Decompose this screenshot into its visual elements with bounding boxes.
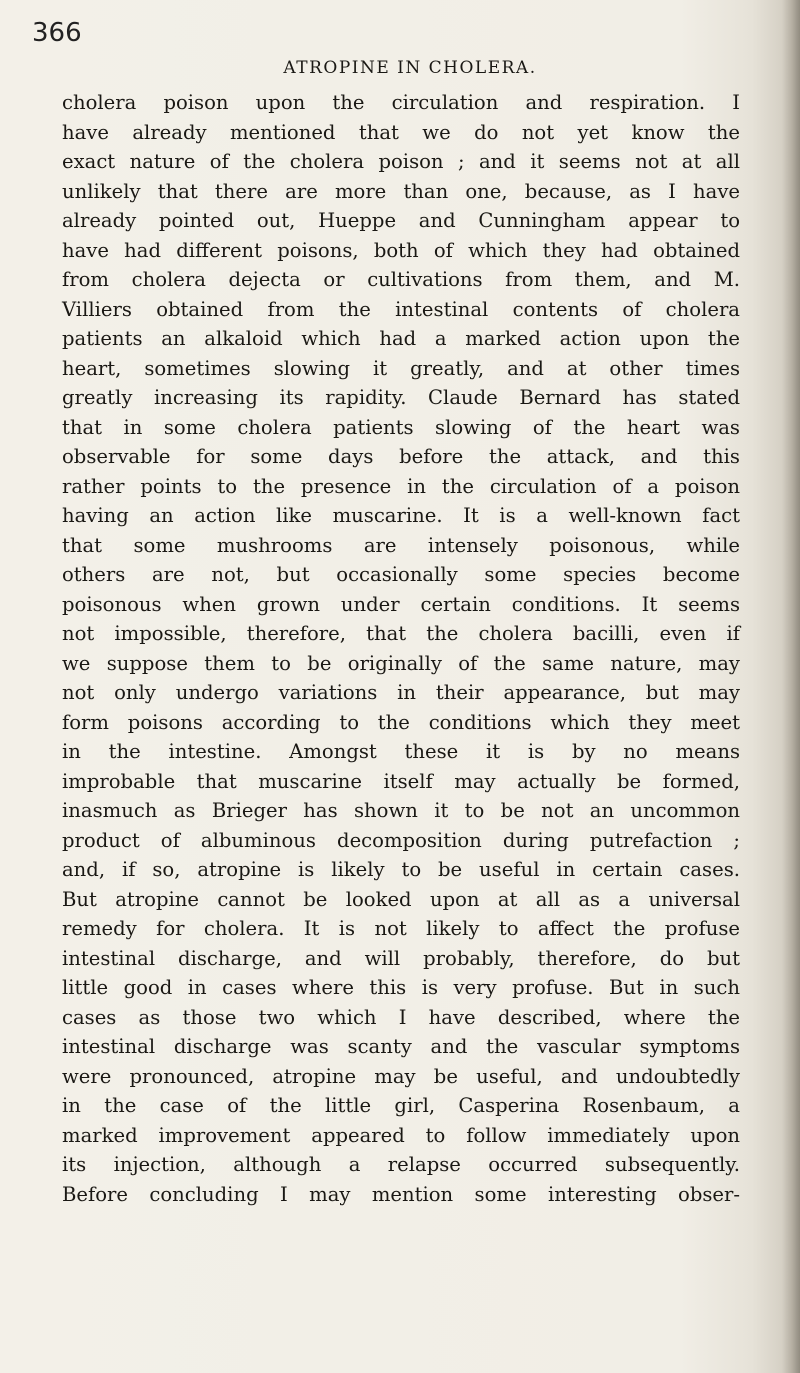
text-line: cases as those two which I have described, where the [62, 1005, 740, 1029]
text-line: from cholera dejecta or cultivations from them, and M. [62, 268, 740, 291]
text-line: we suppose them to be originally of the same nature, may [62, 651, 740, 675]
text-line: not only undergo variations in their appearance, but may [62, 681, 740, 704]
text-line: having an action like muscarine. It is a well-known fact [62, 504, 740, 527]
page-number: 366 [32, 18, 82, 48]
text-line: and, if so, atropine is likely to be useful in certain cases. [62, 858, 740, 881]
text-line: Before concluding I may mention some interesting obser- [62, 1182, 740, 1206]
text-line: poisonous when grown under certain conditions. It seems [62, 592, 740, 616]
text-line: patients an alkaloid which had a marked action upon the [62, 327, 740, 350]
text-line: greatly increasing its rapidity. Claude Bernard has stated [62, 386, 740, 409]
text-line: But atropine cannot be looked upon at all as a universal [62, 887, 740, 911]
text-line: improbable that muscarine itself may actually be formed, [62, 769, 740, 793]
text-line: unlikely that there are more than one, because, as I have [62, 179, 740, 203]
text-line: form poisons according to the conditions which they meet [62, 710, 740, 734]
text-line: inasmuch as Brieger has shown it to be not an uncommon [62, 799, 740, 822]
text-line: have had different poisons, both of which they had obtained [62, 238, 740, 262]
text-line: remedy for cholera. It is not likely to affect the profuse [62, 917, 740, 940]
text-line: rather points to the presence in the circulation of a poison [62, 474, 740, 498]
text-line: in the intestine. Amongst these it is by no means [62, 740, 740, 763]
text-line: observable for some days before the attack, and this [62, 445, 740, 468]
text-line: were pronounced, atropine may be useful, and undoubtedly [62, 1064, 740, 1088]
text-line: that some mushrooms are intensely poisonous, while [62, 533, 740, 557]
text-line: heart, sometimes slowing it greatly, and at other times [62, 356, 740, 380]
text-line: not impossible, therefore, that the cholera bacilli, even if [62, 622, 740, 645]
body-text [62, 88, 740, 1209]
text-line: exact nature of the cholera poison ; and it seems not at all [62, 150, 740, 173]
text-line: intestinal discharge was scanty and the vascular symptoms [62, 1035, 740, 1058]
text-line: product of albuminous decomposition during putrefaction ; [62, 828, 740, 852]
text-line: intestinal discharge, and will probably, therefore, do but [62, 946, 740, 970]
text-line: have already mentioned that we do not yet know the [62, 120, 740, 144]
text-line: in the case of the little girl, Casperina Rosenbaum, a [62, 1094, 740, 1117]
text-line: cholera poison upon the circulation and respiration. I [62, 91, 740, 114]
text-line: already pointed out, Hueppe and Cunningham appear to [62, 209, 740, 232]
text-line: others are not, but occasionally some species become [62, 563, 740, 586]
text-line: its injection, although a relapse occurred subsequently. [62, 1153, 740, 1176]
running-head: ATROPINE IN CHOLERA. [283, 58, 537, 78]
text-line: that in some cholera patients slowing of the heart was [62, 415, 740, 439]
text-line: marked improvement appeared to follow immediately upon [62, 1123, 740, 1147]
page-edge-shadow [782, 0, 800, 1373]
text-line: little good in cases where this is very profuse. But in such [62, 976, 740, 999]
text-line: Villiers obtained from the intestinal contents of cholera [62, 297, 740, 321]
